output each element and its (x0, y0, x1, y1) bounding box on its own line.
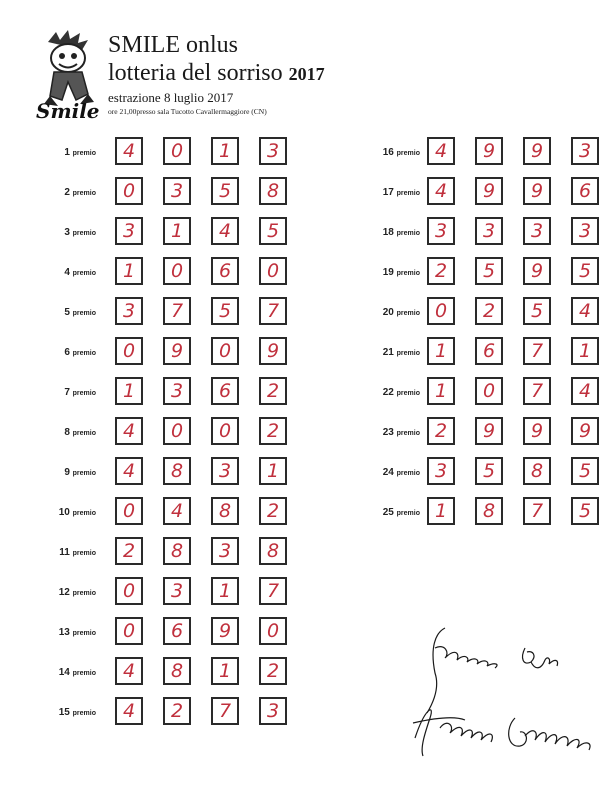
digit-box: 8 (523, 457, 551, 485)
digit-box: 9 (211, 617, 239, 645)
digit-box: 2 (427, 417, 455, 445)
prize-label (354, 387, 420, 398)
digit-box: 6 (163, 617, 191, 645)
digit-box: 4 (571, 377, 599, 405)
digit-box: 3 (259, 137, 287, 165)
digit-box: 0 (259, 617, 287, 645)
prize-number: 2 (64, 187, 70, 198)
digit-box: 5 (475, 257, 503, 285)
digit-box: 3 (475, 217, 503, 245)
prize-label (30, 627, 96, 638)
prize-word: premio (396, 510, 420, 517)
digit-box: 3 (427, 217, 455, 245)
prize-word: premio (72, 190, 96, 197)
prize-word: premio (72, 670, 96, 677)
digit-box: 4 (211, 217, 239, 245)
digit-box: 9 (475, 177, 503, 205)
digit-box: 3 (163, 177, 191, 205)
digit-box: 8 (259, 177, 287, 205)
subtitle-year: 2017 (288, 64, 325, 84)
digit-box: 3 (211, 537, 239, 565)
digit-box: 4 (427, 177, 455, 205)
prize-word: premio (396, 270, 420, 277)
prize-label (30, 347, 96, 358)
prize-word: premio (72, 510, 96, 517)
page-title: SMILE onlus (108, 32, 239, 58)
digit-box: 0 (163, 137, 191, 165)
digit-box: 0 (427, 297, 455, 325)
prize-label (354, 227, 420, 238)
digit-box: 7 (259, 297, 287, 325)
prize-word: premio (72, 710, 96, 717)
digit-box: 2 (259, 657, 287, 685)
prize-number: 10 (58, 507, 70, 518)
digit-box: 1 (259, 457, 287, 485)
prize-label (354, 307, 420, 318)
prize-word: premio (72, 230, 96, 237)
digit-box: 1 (115, 377, 143, 405)
venue (108, 107, 267, 116)
logo-text: Smile (36, 99, 100, 122)
digit-box: 9 (523, 417, 551, 445)
digit-box: 1 (211, 577, 239, 605)
digit-box: 0 (115, 497, 143, 525)
digit-box: 9 (259, 337, 287, 365)
prize-word: premio (396, 390, 420, 397)
prize-label (354, 267, 420, 278)
digit-box: 8 (163, 657, 191, 685)
digit-box: 9 (163, 337, 191, 365)
digit-box: 6 (211, 257, 239, 285)
digit-box: 3 (571, 137, 599, 165)
prize-word: premio (72, 150, 96, 157)
digit-box: 0 (115, 577, 143, 605)
prize-number: 6 (64, 347, 70, 358)
prize-label (30, 587, 96, 598)
prize-number: 25 (382, 507, 394, 518)
prize-number: 22 (382, 387, 394, 398)
digit-box: 3 (571, 217, 599, 245)
prize-word: premio (72, 630, 96, 637)
prize-label (30, 187, 96, 198)
prize-word: premio (72, 430, 96, 437)
prize-word: premio (72, 470, 96, 477)
digit-box: 5 (571, 497, 599, 525)
digit-box: 0 (475, 377, 503, 405)
digit-box: 2 (259, 417, 287, 445)
prize-number: 14 (58, 667, 70, 678)
digit-box: 7 (523, 497, 551, 525)
digit-box: 9 (475, 137, 503, 165)
signature-2 (413, 710, 590, 756)
digit-box: 3 (163, 577, 191, 605)
prize-word: premio (72, 550, 96, 557)
digit-box: 9 (523, 137, 551, 165)
prize-number: 23 (382, 427, 394, 438)
digit-box: 9 (571, 417, 599, 445)
prize-label (30, 307, 96, 318)
prize-label (30, 267, 96, 278)
digit-box: 8 (211, 497, 239, 525)
prize-word: premio (72, 390, 96, 397)
digit-box: 0 (259, 257, 287, 285)
digit-box: 4 (115, 697, 143, 725)
prize-label (30, 227, 96, 238)
draw-date: estrazione 8 luglio 2017 (108, 90, 234, 105)
subtitle-text: lotteria del sorriso (108, 60, 283, 86)
prize-label (30, 707, 96, 718)
prize-number: 4 (64, 267, 70, 278)
digit-box: 1 (163, 217, 191, 245)
digit-box: 4 (115, 417, 143, 445)
prize-number: 21 (382, 347, 394, 358)
digit-box: 1 (427, 377, 455, 405)
digit-box: 7 (523, 377, 551, 405)
prize-label (354, 427, 420, 438)
digit-box: 0 (211, 337, 239, 365)
prize-label (354, 187, 420, 198)
digit-box: 5 (475, 457, 503, 485)
digit-box: 5 (571, 457, 599, 485)
digit-box: 1 (427, 337, 455, 365)
digit-box: 3 (115, 297, 143, 325)
digit-box: 0 (115, 617, 143, 645)
prize-number: 12 (58, 587, 70, 598)
digit-box: 1 (571, 337, 599, 365)
venue-place: presso sala Tucotto Cavallermaggiore (CN) (136, 107, 267, 116)
digit-box: 3 (163, 377, 191, 405)
digit-box: 3 (115, 217, 143, 245)
digit-box: 9 (523, 177, 551, 205)
digit-box: 6 (211, 377, 239, 405)
prize-label (354, 507, 420, 518)
prize-number: 20 (382, 307, 394, 318)
prize-word: premio (72, 310, 96, 317)
prize-number: 7 (64, 387, 70, 398)
prize-word: premio (396, 470, 420, 477)
signature-1 (427, 628, 558, 713)
prize-word: premio (396, 230, 420, 237)
digit-box: 4 (115, 657, 143, 685)
digit-box: 9 (523, 257, 551, 285)
header (34, 30, 434, 125)
page-subtitle (108, 60, 325, 87)
digit-box: 4 (571, 297, 599, 325)
prize-word: premio (72, 590, 96, 597)
digit-box: 7 (211, 697, 239, 725)
digit-box: 5 (211, 297, 239, 325)
prize-word: premio (396, 190, 420, 197)
prize-label (30, 507, 96, 518)
digit-box: 2 (475, 297, 503, 325)
digit-box: 1 (211, 137, 239, 165)
prize-number: 1 (64, 147, 70, 158)
digit-box: 5 (259, 217, 287, 245)
digit-box: 3 (211, 457, 239, 485)
prize-label (354, 147, 420, 158)
prize-number: 13 (58, 627, 70, 638)
digit-box: 4 (115, 457, 143, 485)
prize-word: premio (396, 310, 420, 317)
prize-number: 9 (64, 467, 70, 478)
prize-number: 17 (382, 187, 394, 198)
digit-box: 6 (475, 337, 503, 365)
prize-label (30, 467, 96, 478)
prize-label (30, 427, 96, 438)
digit-box: 0 (163, 257, 191, 285)
digit-box: 2 (259, 377, 287, 405)
digit-box: 4 (163, 497, 191, 525)
prize-number: 15 (58, 707, 70, 718)
signatures (405, 618, 600, 768)
digit-box: 5 (523, 297, 551, 325)
prize-number: 5 (64, 307, 70, 318)
prize-word: premio (72, 270, 96, 277)
digit-box: 0 (211, 417, 239, 445)
digit-box: 2 (259, 497, 287, 525)
digit-box: 1 (427, 497, 455, 525)
digit-box: 1 (115, 257, 143, 285)
prize-word: premio (396, 430, 420, 437)
prize-number: 24 (382, 467, 394, 478)
digit-box: 3 (259, 697, 287, 725)
prize-label (30, 387, 96, 398)
prize-label (30, 547, 96, 558)
digit-box: 8 (475, 497, 503, 525)
digit-box: 3 (427, 457, 455, 485)
smile-logo-icon (34, 30, 106, 122)
prize-number: 19 (382, 267, 394, 278)
prize-number: 11 (59, 547, 70, 558)
prize-number: 8 (64, 427, 70, 438)
digit-box: 0 (115, 337, 143, 365)
prize-number: 18 (382, 227, 394, 238)
digit-box: 4 (427, 137, 455, 165)
prize-label (354, 467, 420, 478)
digit-box: 1 (211, 657, 239, 685)
digit-box: 4 (115, 137, 143, 165)
digit-box: 8 (259, 537, 287, 565)
digit-box: 8 (163, 457, 191, 485)
digit-box: 3 (523, 217, 551, 245)
digit-box: 5 (571, 257, 599, 285)
digit-box: 6 (571, 177, 599, 205)
prize-label (354, 347, 420, 358)
digit-box: 5 (211, 177, 239, 205)
digit-box: 7 (163, 297, 191, 325)
prize-number: 3 (64, 227, 70, 238)
digit-box: 2 (115, 537, 143, 565)
prize-word: premio (396, 350, 420, 357)
digit-box: 7 (259, 577, 287, 605)
digit-box: 0 (163, 417, 191, 445)
prize-label (30, 667, 96, 678)
digit-box: 7 (523, 337, 551, 365)
digit-box: 0 (115, 177, 143, 205)
prize-label (30, 147, 96, 158)
venue-time: ore 21,00 (108, 107, 137, 116)
digit-box: 8 (163, 537, 191, 565)
digit-box: 9 (475, 417, 503, 445)
prize-number: 16 (382, 147, 394, 158)
prize-word: premio (72, 350, 96, 357)
digit-box: 2 (163, 697, 191, 725)
prize-word: premio (396, 150, 420, 157)
digit-box: 2 (427, 257, 455, 285)
